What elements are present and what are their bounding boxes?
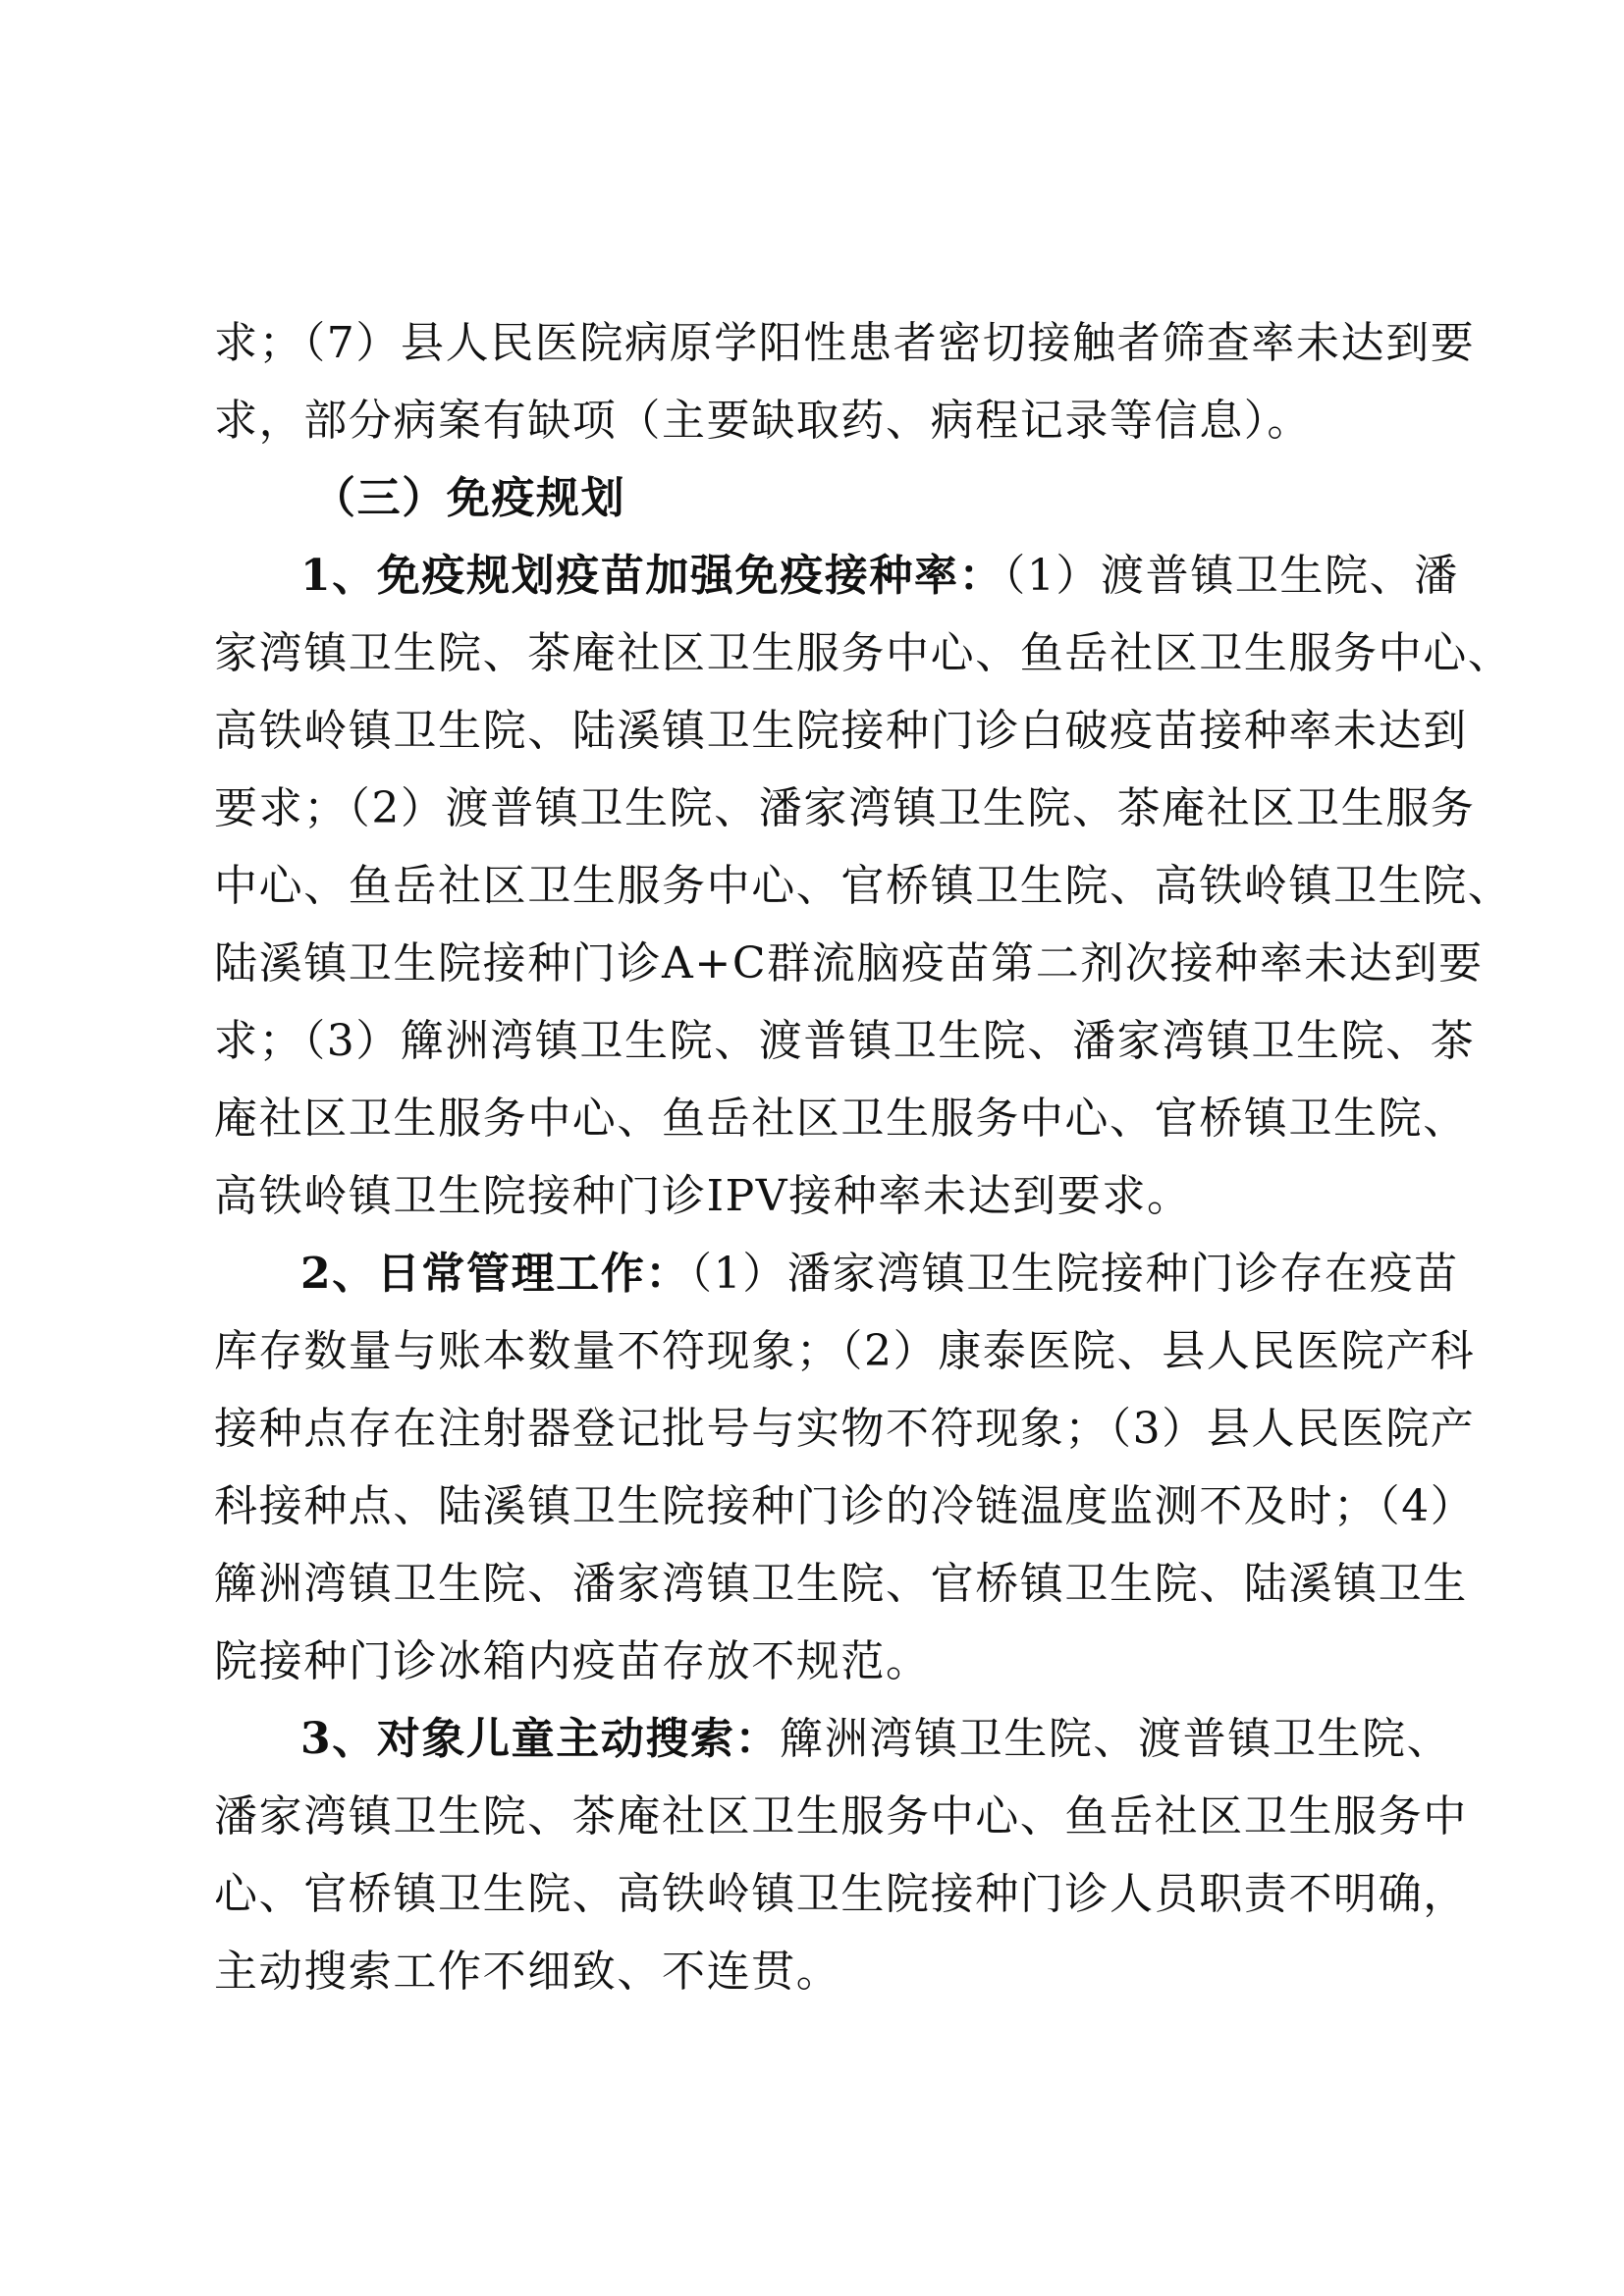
item3-label: 3、对象儿童主动搜索： [300,1714,781,1764]
paragraph-line: 科接种点、陆溪镇卫生院接种门诊的冷链温度监测不及时；（4） [214,1481,1476,1531]
paragraph-line: 簰洲湾镇卫生院、潘家湾镇卫生院、官桥镇卫生院、陆溪镇卫生 [214,1559,1468,1609]
paragraph-line: 求；（7）县人民医院病原学阳性患者密切接触者筛查率未达到要 [214,318,1476,368]
paragraph-line: 求，部分病案有缺项（主要缺取药、病程记录等信息）。 [214,396,1312,446]
paragraph-line: 院接种门诊冰箱内疫苗存放不规范。 [214,1636,931,1686]
paragraph-line: 庵社区卫生服务中心、鱼岳社区卫生服务中心、官桥镇卫生院、 [214,1094,1468,1144]
item2-label: 2、日常管理工作： [300,1249,691,1299]
paragraph-line: 要求；（2）渡普镇卫生院、潘家湾镇卫生院、茶庵社区卫生服务 [214,783,1476,833]
section-heading: （三）免疫规划 [312,473,626,523]
paragraph-line: 心、官桥镇卫生院、高铁岭镇卫生院接种门诊人员职责不明确， [214,1869,1468,1919]
item1-first-line [214,537,1459,614]
item3-first-line [214,1700,1452,1778]
document-body [214,304,1513,2010]
paragraph-line: 潘家湾镇卫生院、茶庵社区卫生服务中心、鱼岳社区卫生服务中 [214,1791,1468,1842]
paragraph-line: 中心、鱼岳社区卫生服务中心、官桥镇卫生院、高铁岭镇卫生院、 [214,861,1513,911]
paragraph-line: 陆溪镇卫生院接种门诊A+C群流脑疫苗第二剂次接种率未达到要 [214,938,1484,988]
item2-first-line [214,1235,1459,1312]
paragraph-line: 高铁岭镇卫生院、陆溪镇卫生院接种门诊白破疫苗接种率未达到 [214,706,1468,756]
paragraph-line: 求；（3）簰洲湾镇卫生院、渡普镇卫生院、潘家湾镇卫生院、茶 [214,1016,1476,1066]
paragraph-line: 高铁岭镇卫生院接种门诊IPV接种率未达到要求。 [214,1171,1192,1221]
paragraph-line: 主动搜索工作不细致、不连贯。 [214,1947,841,1997]
item1-label: 1、免疫规划疫苗加强免疫接种率： [300,551,1004,601]
paragraph-line: 库存数量与账本数量不符现象；（2）康泰医院、县人民医院产科 [214,1326,1476,1376]
item1-first-text: （1）渡普镇卫生院、潘 [1003,551,1459,601]
item2-first-text: （1）潘家湾镇卫生院接种门诊存在疫苗 [690,1249,1459,1299]
paragraph-line: 家湾镇卫生院、茶庵社区卫生服务中心、鱼岳社区卫生服务中心、 [214,628,1513,678]
paragraph-line: 接种点存在注射器登记批号与实物不符现象；（3）县人民医院产 [214,1404,1476,1454]
item3-first-text: 簰洲湾镇卫生院、渡普镇卫生院、 [780,1714,1452,1764]
